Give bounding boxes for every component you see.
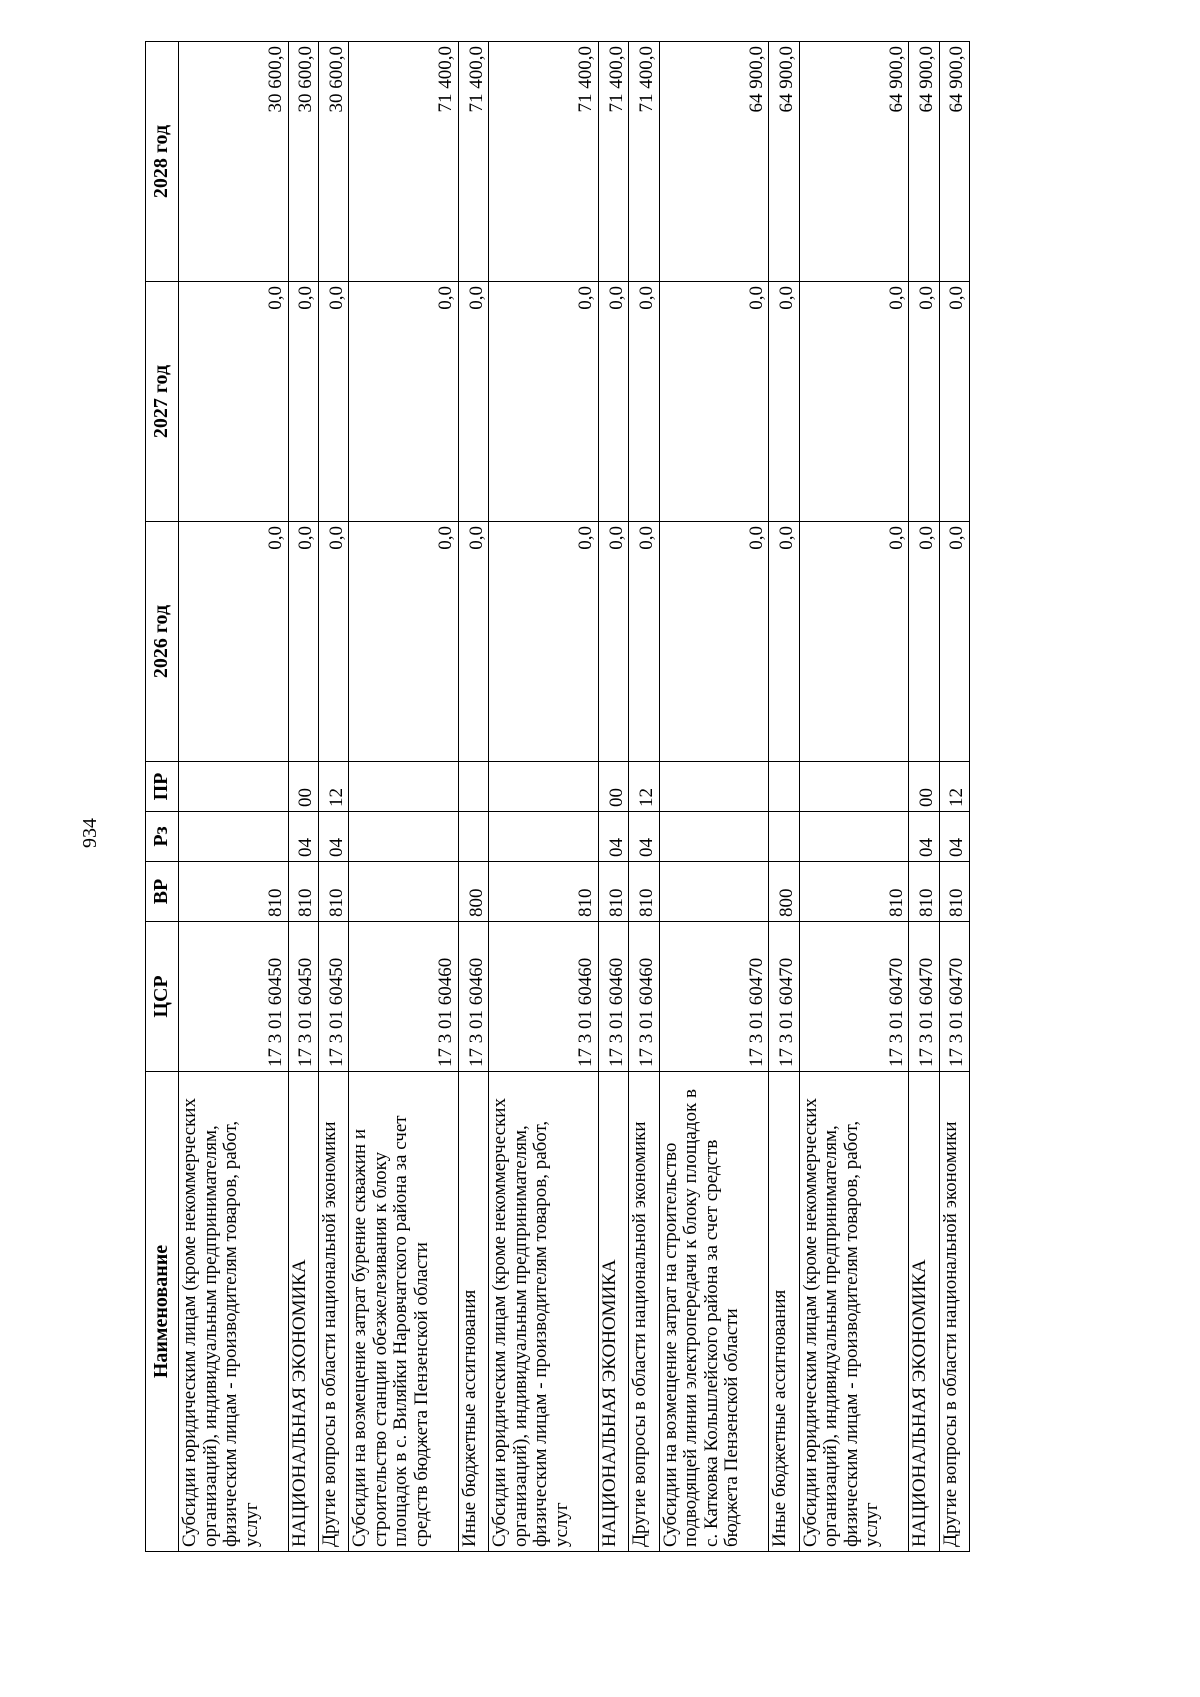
cell-2028: 64 900,0	[659, 42, 769, 282]
cell-name: Субсидии на возмещение затрат на строительство подводящей линии электропередачи к блоку площадок в с. Катковка Кольшлейского района за счет средств бюджета Пензенской области	[659, 1072, 769, 1552]
cell-name: Субсидии юридическим лицам (кроме некоммерческих организаций), индивидуальным предпринимателям, физическим лицам - производителям товаров, работ, услуг	[799, 1072, 909, 1552]
table-row	[909, 42, 939, 1552]
cell-rz: 04	[598, 812, 628, 862]
cell-vr: 810	[598, 862, 628, 922]
cell-name: Субсидии на возмещение затрат бурение скважин и строительство станции обезжелезивания к блоку площадок в с. Виляйки Наровчатского района за счет средств бюджета Пензенской области	[349, 1072, 459, 1552]
cell-name: Другие вопросы в области национальной экономики	[939, 1072, 969, 1552]
cell-vr: 810	[179, 862, 289, 922]
table-row	[179, 42, 289, 1552]
cell-vr	[659, 862, 769, 922]
cell-csr: 17 3 01 60470	[909, 922, 939, 1072]
cell-csr: 17 3 01 60460	[489, 922, 599, 1072]
cell-rz	[659, 812, 769, 862]
table-row	[659, 42, 769, 1552]
table-row	[458, 42, 488, 1552]
cell-2027: 0,0	[179, 282, 289, 522]
header-2027: 2027 год	[146, 282, 179, 522]
cell-2026: 0,0	[318, 522, 348, 762]
cell-2026: 0,0	[659, 522, 769, 762]
cell-rz: 04	[939, 812, 969, 862]
table-row	[489, 42, 599, 1552]
table-row	[939, 42, 969, 1552]
cell-2026: 0,0	[288, 522, 318, 762]
header-row	[146, 42, 179, 1552]
header-2028: 2028 год	[146, 42, 179, 282]
cell-2026: 0,0	[909, 522, 939, 762]
cell-2027: 0,0	[659, 282, 769, 522]
cell-pr: 00	[909, 762, 939, 812]
header-2026: 2026 год	[146, 522, 179, 762]
cell-csr: 17 3 01 60460	[598, 922, 628, 1072]
cell-vr	[349, 862, 459, 922]
cell-csr: 17 3 01 60460	[629, 922, 659, 1072]
cell-vr: 810	[939, 862, 969, 922]
cell-pr	[799, 762, 909, 812]
cell-2026: 0,0	[458, 522, 488, 762]
cell-2027: 0,0	[629, 282, 659, 522]
cell-csr: 17 3 01 60450	[179, 922, 289, 1072]
cell-vr: 810	[909, 862, 939, 922]
cell-2027: 0,0	[349, 282, 459, 522]
cell-name: Субсидии юридическим лицам (кроме некоммерческих организаций), индивидуальным предпринимателям, физическим лицам - производителям товаров, работ, услуг	[179, 1072, 289, 1552]
cell-csr: 17 3 01 60460	[349, 922, 459, 1072]
cell-2027: 0,0	[769, 282, 799, 522]
cell-vr: 800	[458, 862, 488, 922]
cell-2026: 0,0	[939, 522, 969, 762]
cell-rz	[179, 812, 289, 862]
cell-2028: 30 600,0	[318, 42, 348, 282]
cell-2026: 0,0	[799, 522, 909, 762]
cell-name: Другие вопросы в области национальной экономики	[318, 1072, 348, 1552]
cell-2026: 0,0	[179, 522, 289, 762]
cell-2028: 64 900,0	[909, 42, 939, 282]
cell-rz: 04	[629, 812, 659, 862]
page-number: 934	[79, 818, 101, 848]
cell-rz: 04	[288, 812, 318, 862]
cell-vr: 810	[489, 862, 599, 922]
cell-csr: 17 3 01 60450	[318, 922, 348, 1072]
cell-csr: 17 3 01 60470	[939, 922, 969, 1072]
rotated-table-container	[145, 42, 970, 1552]
cell-2027: 0,0	[458, 282, 488, 522]
cell-pr	[769, 762, 799, 812]
cell-name: НАЦИОНАЛЬНАЯ ЭКОНОМИКА	[909, 1072, 939, 1552]
cell-vr: 800	[769, 862, 799, 922]
cell-2027: 0,0	[799, 282, 909, 522]
cell-name: НАЦИОНАЛЬНАЯ ЭКОНОМИКА	[288, 1072, 318, 1552]
cell-pr: 00	[288, 762, 318, 812]
cell-2026: 0,0	[349, 522, 459, 762]
cell-2027: 0,0	[939, 282, 969, 522]
cell-2026: 0,0	[598, 522, 628, 762]
cell-csr: 17 3 01 60460	[458, 922, 488, 1072]
cell-2028: 64 900,0	[939, 42, 969, 282]
cell-rz: 04	[318, 812, 348, 862]
header-name: Наименование	[146, 1072, 179, 1552]
cell-name: Иные бюджетные ассигнования	[769, 1072, 799, 1552]
cell-name: НАЦИОНАЛЬНАЯ ЭКОНОМИКА	[598, 1072, 628, 1552]
cell-rz	[458, 812, 488, 862]
cell-vr: 810	[288, 862, 318, 922]
header-rz: Рз	[146, 812, 179, 862]
cell-name: Субсидии юридическим лицам (кроме некоммерческих организаций), индивидуальным предпринимателям, физическим лицам - производителям товаров, работ, услуг	[489, 1072, 599, 1552]
cell-2026: 0,0	[769, 522, 799, 762]
cell-csr: 17 3 01 60470	[659, 922, 769, 1072]
cell-rz	[349, 812, 459, 862]
cell-2028: 64 900,0	[799, 42, 909, 282]
cell-vr: 810	[318, 862, 348, 922]
cell-pr	[458, 762, 488, 812]
table-row	[318, 42, 348, 1552]
cell-pr	[179, 762, 289, 812]
cell-2027: 0,0	[909, 282, 939, 522]
cell-2027: 0,0	[598, 282, 628, 522]
table-row	[799, 42, 909, 1552]
cell-csr: 17 3 01 60470	[769, 922, 799, 1072]
cell-pr: 12	[629, 762, 659, 812]
cell-2027: 0,0	[318, 282, 348, 522]
cell-2026: 0,0	[629, 522, 659, 762]
table-row	[769, 42, 799, 1552]
cell-2026: 0,0	[489, 522, 599, 762]
cell-2028: 71 400,0	[458, 42, 488, 282]
table-row	[288, 42, 318, 1552]
cell-pr	[489, 762, 599, 812]
cell-2028: 64 900,0	[769, 42, 799, 282]
cell-pr: 12	[939, 762, 969, 812]
cell-rz: 04	[909, 812, 939, 862]
cell-vr: 810	[799, 862, 909, 922]
header-csr: ЦСР	[146, 922, 179, 1072]
cell-csr: 17 3 01 60450	[288, 922, 318, 1072]
cell-pr: 00	[598, 762, 628, 812]
table-row	[349, 42, 459, 1552]
cell-2028: 30 600,0	[179, 42, 289, 282]
cell-2028: 71 400,0	[349, 42, 459, 282]
cell-pr	[349, 762, 459, 812]
cell-name: Другие вопросы в области национальной экономики	[629, 1072, 659, 1552]
cell-2028: 71 400,0	[489, 42, 599, 282]
cell-pr: 12	[318, 762, 348, 812]
table-row	[598, 42, 628, 1552]
cell-2028: 71 400,0	[598, 42, 628, 282]
cell-vr: 810	[629, 862, 659, 922]
table-row	[629, 42, 659, 1552]
cell-2028: 30 600,0	[288, 42, 318, 282]
cell-rz	[769, 812, 799, 862]
cell-rz	[489, 812, 599, 862]
cell-rz	[799, 812, 909, 862]
cell-2027: 0,0	[288, 282, 318, 522]
cell-2028: 71 400,0	[629, 42, 659, 282]
header-pr: ПР	[146, 762, 179, 812]
cell-name: Иные бюджетные ассигнования	[458, 1072, 488, 1552]
cell-pr	[659, 762, 769, 812]
header-vr: ВР	[146, 862, 179, 922]
cell-csr: 17 3 01 60470	[799, 922, 909, 1072]
budget-table	[145, 41, 970, 1552]
cell-2027: 0,0	[489, 282, 599, 522]
